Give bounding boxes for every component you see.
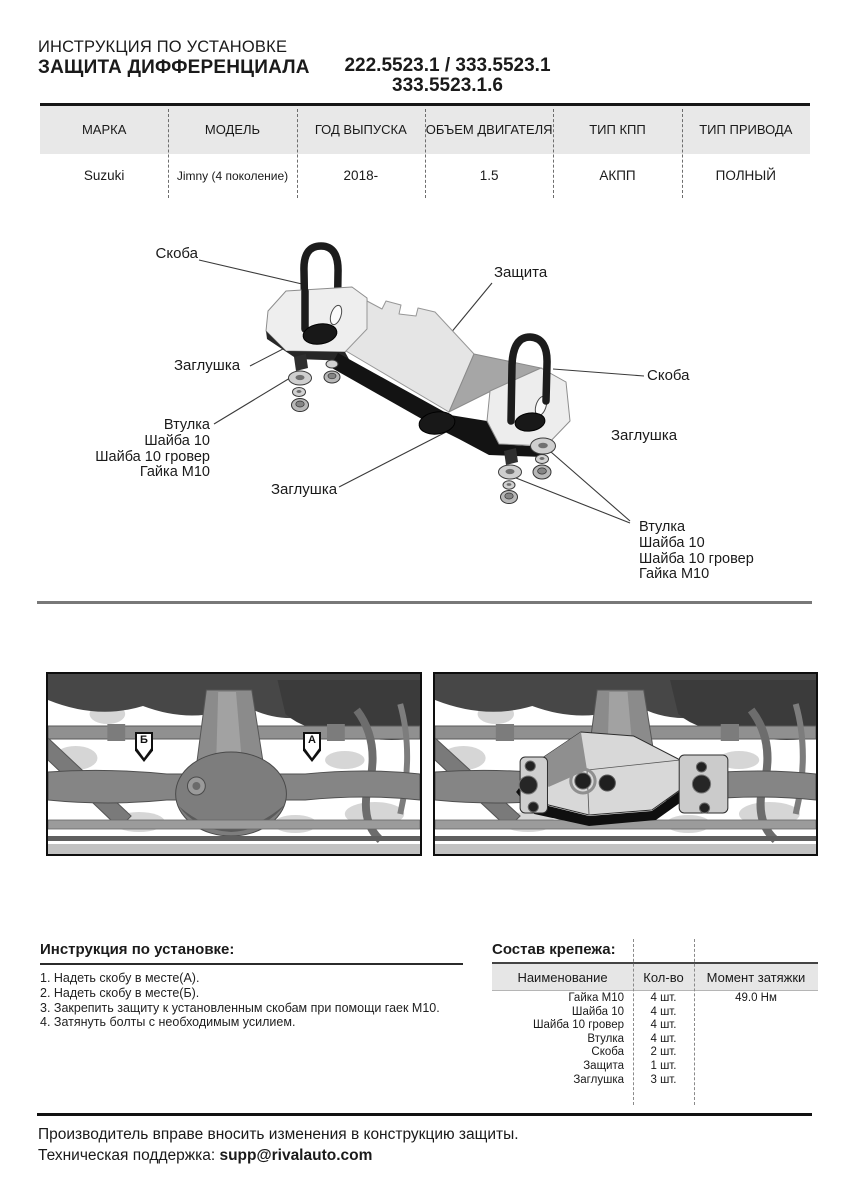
hardware-row xyxy=(492,1019,818,1033)
label-spring-washer: Шайба 10 гровер xyxy=(95,448,210,465)
column-header: ТИП КПП xyxy=(589,122,646,138)
instruction-step: 4. Затянуть болты с необходимым усилием. xyxy=(40,1015,296,1030)
hardware-qty: 2 шт. xyxy=(650,1046,677,1059)
hardware-row xyxy=(492,1033,818,1047)
hardware-name: Защита xyxy=(583,1059,624,1072)
column-divider xyxy=(297,109,298,198)
part-numbers-line2: 333.5523.1.6 xyxy=(392,75,503,96)
marker-letter: А xyxy=(308,734,316,746)
table-cell-year: 2018- xyxy=(343,167,379,183)
footer-rule xyxy=(37,1113,812,1116)
page-title: ЗАЩИТА ДИФФЕРЕНЦИАЛА xyxy=(38,57,310,78)
column-divider xyxy=(425,109,426,198)
label-nut: Гайка М10 xyxy=(639,566,710,583)
photo-axle-before xyxy=(46,672,422,856)
label-spring-washer: Шайба 10 гровер xyxy=(639,550,754,567)
hardware-torque xyxy=(694,1060,818,1074)
label-nut: Гайка М10 xyxy=(139,464,210,481)
label-cap-left: Заглушка xyxy=(174,357,241,374)
column-divider xyxy=(553,109,554,198)
hardware-qty: 4 шт. xyxy=(650,1005,677,1018)
hardware-row xyxy=(492,1060,818,1074)
column-divider xyxy=(694,939,695,1105)
footer-disclaimer: Производитель вправе вносить изменения в конструкцию защиты. xyxy=(38,1126,519,1143)
support-label: Техническая поддержка: xyxy=(38,1147,220,1164)
support-email: supp@rivalauto.com xyxy=(219,1147,373,1164)
hardware-stack-left xyxy=(289,354,341,412)
column-header: Момент затяжки xyxy=(706,969,806,985)
location-marker-b xyxy=(135,732,153,762)
instruction-step: 3. Закрепить защиту к установленным скобам при помощи гаек М10. xyxy=(40,1000,440,1015)
hardware-row xyxy=(492,992,818,1006)
column-header: Наименование xyxy=(517,969,608,985)
instruction-step: 2. Надеть скобу в месте(Б). xyxy=(40,985,200,1000)
location-marker-a xyxy=(303,732,321,762)
label-bracket-right: Скоба xyxy=(647,367,690,384)
footer-support xyxy=(38,1145,372,1166)
column-header: МАРКА xyxy=(81,122,127,138)
label-fastener-group-left xyxy=(80,418,210,481)
table-cell-model: Jimny (4 поколение) xyxy=(176,168,289,183)
hardware-torque xyxy=(694,1019,818,1033)
hardware-name: Скоба xyxy=(591,1046,624,1059)
label-bushing: Втулка xyxy=(163,417,210,433)
hardware-name: Шайба 10 xyxy=(571,1005,624,1018)
hardware-torque xyxy=(694,1006,818,1020)
label-washer: Шайба 10 xyxy=(144,432,210,449)
part-numbers-line1: 222.5523.1 / 333.5523.1 xyxy=(344,55,551,76)
hardware-table-header-row xyxy=(492,964,818,991)
column-header: ГОД ВЫПУСКА xyxy=(314,122,407,138)
vehicle-table xyxy=(40,103,810,198)
column-divider xyxy=(633,939,634,1105)
hardware-row xyxy=(492,1046,818,1060)
hardware-name: Шайба 10 гровер xyxy=(532,1019,624,1032)
hardware-row xyxy=(492,1006,818,1020)
hardware-torque: 49.0 Нм xyxy=(735,992,777,1004)
hardware-row xyxy=(492,1074,818,1088)
label-bushing: Втулка xyxy=(639,519,686,535)
label-cap-right: Заглушка xyxy=(611,427,678,444)
column-divider xyxy=(168,109,169,198)
column-divider xyxy=(682,109,683,198)
instructions-underline xyxy=(40,963,463,965)
instructions-list xyxy=(40,971,480,1030)
axle-photo-drawing xyxy=(435,674,816,854)
table-cell-gearbox: АКПП xyxy=(599,167,636,183)
document-subtitle: ИНСТРУКЦИЯ ПО УСТАНОВКЕ xyxy=(38,38,288,56)
hardware-qty: 4 шт. xyxy=(650,1032,677,1045)
label-shield: Защита xyxy=(494,264,548,281)
hardware-qty: 3 шт. xyxy=(650,1073,677,1086)
hardware-heading: Состав крепежа: xyxy=(492,941,616,958)
hardware-qty: 4 шт. xyxy=(650,1019,677,1032)
column-header: Кол-во xyxy=(643,969,684,985)
part-numbers xyxy=(320,56,575,96)
table-cell-engine: 1.5 xyxy=(479,167,499,183)
hardware-torque xyxy=(694,1074,818,1088)
label-bracket-left: Скоба xyxy=(155,245,198,262)
photo-axle-after xyxy=(433,672,818,856)
hardware-name: Заглушка xyxy=(573,1073,624,1086)
axle-photo-drawing xyxy=(48,674,420,854)
hardware-qty: 1 шт. xyxy=(650,1059,677,1072)
hardware-torque xyxy=(694,1046,818,1060)
instructions-heading: Инструкция по установке: xyxy=(40,941,235,958)
marker-letter: Б xyxy=(140,734,148,746)
instruction-step: 1. Надеть скобу в месте(А). xyxy=(40,971,200,985)
table-cell-drive: ПОЛНЫЙ xyxy=(715,167,776,183)
hardware-name: Гайка М10 xyxy=(568,992,624,1004)
hardware-qty: 4 шт. xyxy=(650,992,677,1004)
hardware-name: Втулка xyxy=(587,1032,624,1045)
section-divider xyxy=(37,601,812,604)
label-fastener-group-right xyxy=(639,520,754,583)
hardware-torque xyxy=(694,1033,818,1047)
hardware-table-body xyxy=(492,992,818,1087)
table-cell-brand: Suzuki xyxy=(83,167,125,183)
label-washer: Шайба 10 xyxy=(639,534,705,551)
column-header: ТИП ПРИВОДА xyxy=(699,122,793,138)
label-cap-center: Заглушка xyxy=(271,481,338,498)
column-header: МОДЕЛЬ xyxy=(204,122,261,138)
column-header: ОБЪЕМ ДВИГАТЕЛЯ xyxy=(425,122,553,138)
